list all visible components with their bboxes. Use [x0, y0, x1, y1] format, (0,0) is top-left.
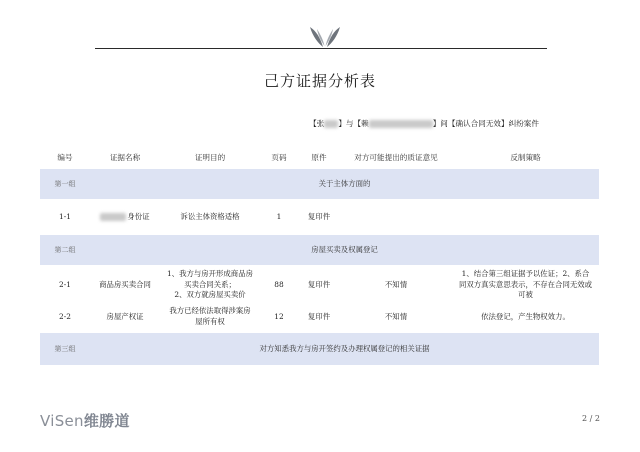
- case-mid: 】与【赖: [338, 119, 369, 128]
- cell-objection: [340, 199, 452, 235]
- redacted-name: [369, 120, 433, 128]
- cell-strategy: 依法登记，产生物权效力。: [481, 311, 570, 321]
- header-original: 原件: [311, 152, 327, 162]
- group-label: 第一组: [54, 179, 76, 188]
- brand-cjk: 维勝道: [83, 412, 130, 430]
- group-row: [40, 169, 599, 199]
- table-header-row: [40, 145, 599, 169]
- group-label: 第三组: [54, 344, 76, 353]
- group-title: 关于主体方面的: [318, 178, 371, 188]
- redacted-name: [100, 213, 126, 221]
- group-title: 对方知悉我方与房开签约及办理权属登记的相关证据: [259, 343, 430, 353]
- header-name: 证据名称: [109, 152, 141, 162]
- cell-name: 房屋产权证: [106, 311, 144, 321]
- group-label: 第二组: [54, 245, 76, 254]
- cell-objection: 不知情: [384, 311, 408, 321]
- brand-logo: [40, 410, 130, 431]
- table-row: [40, 199, 599, 235]
- redacted-name: [324, 120, 338, 128]
- header-strategy: 反制策略: [510, 152, 541, 162]
- cell-strategy: [452, 199, 599, 235]
- brand-latin: ViSen: [40, 412, 84, 430]
- header-id: 编号: [57, 152, 73, 162]
- cell-id: 2-2: [59, 311, 71, 321]
- header-purpose: 证明目的: [194, 152, 226, 162]
- page-title: 己方证据分析表: [263, 72, 376, 90]
- cell-name: [90, 199, 160, 235]
- evidence-table: [40, 145, 599, 365]
- header-objection: 对方可能提出的质证意见: [354, 152, 438, 162]
- cell-original: 复印件: [307, 211, 331, 221]
- cell-name: 商品房买卖合同: [99, 279, 151, 289]
- cell-objection: 不知情: [384, 279, 408, 289]
- group-title: 房屋买卖及权属登记: [311, 244, 378, 254]
- cell-purpose: 1、我方与房开形成商品房买卖合同关系； 2、双方就房屋买卖价: [166, 268, 253, 300]
- header-divider: [95, 48, 547, 49]
- case-description: [309, 118, 539, 129]
- cell-page: 12: [274, 311, 284, 321]
- cell-purpose: 诉讼主体资格适格: [180, 211, 240, 221]
- table-row: [40, 305, 599, 329]
- page-number: 2 / 2: [582, 414, 600, 423]
- case-prefix: 【张: [309, 119, 325, 128]
- cell-original: 复印件: [307, 279, 331, 289]
- cell-id: 2-1: [59, 279, 71, 289]
- table-row: [40, 265, 599, 305]
- cell-strategy: 1、结合第三组证据予以佐证；2、系合同双方真实意思表示，不存在合同无效或可被: [458, 268, 593, 300]
- cell-page: 88: [274, 279, 284, 289]
- cell-id: 1-1: [59, 211, 71, 221]
- group-row: [40, 333, 599, 365]
- cell-page: 1: [276, 211, 282, 221]
- cell-purpose: 我方已经依法取得涉案房屋所有权: [169, 306, 251, 326]
- cell-original: 复印件: [307, 311, 331, 321]
- group-row: [40, 235, 599, 265]
- wings-logo-icon: [308, 25, 342, 49]
- cell-name-text: 身份证: [127, 211, 150, 221]
- header-page: 页码: [271, 152, 287, 162]
- case-suffix: 】间【确认合同无效】纠纷案件: [432, 119, 539, 128]
